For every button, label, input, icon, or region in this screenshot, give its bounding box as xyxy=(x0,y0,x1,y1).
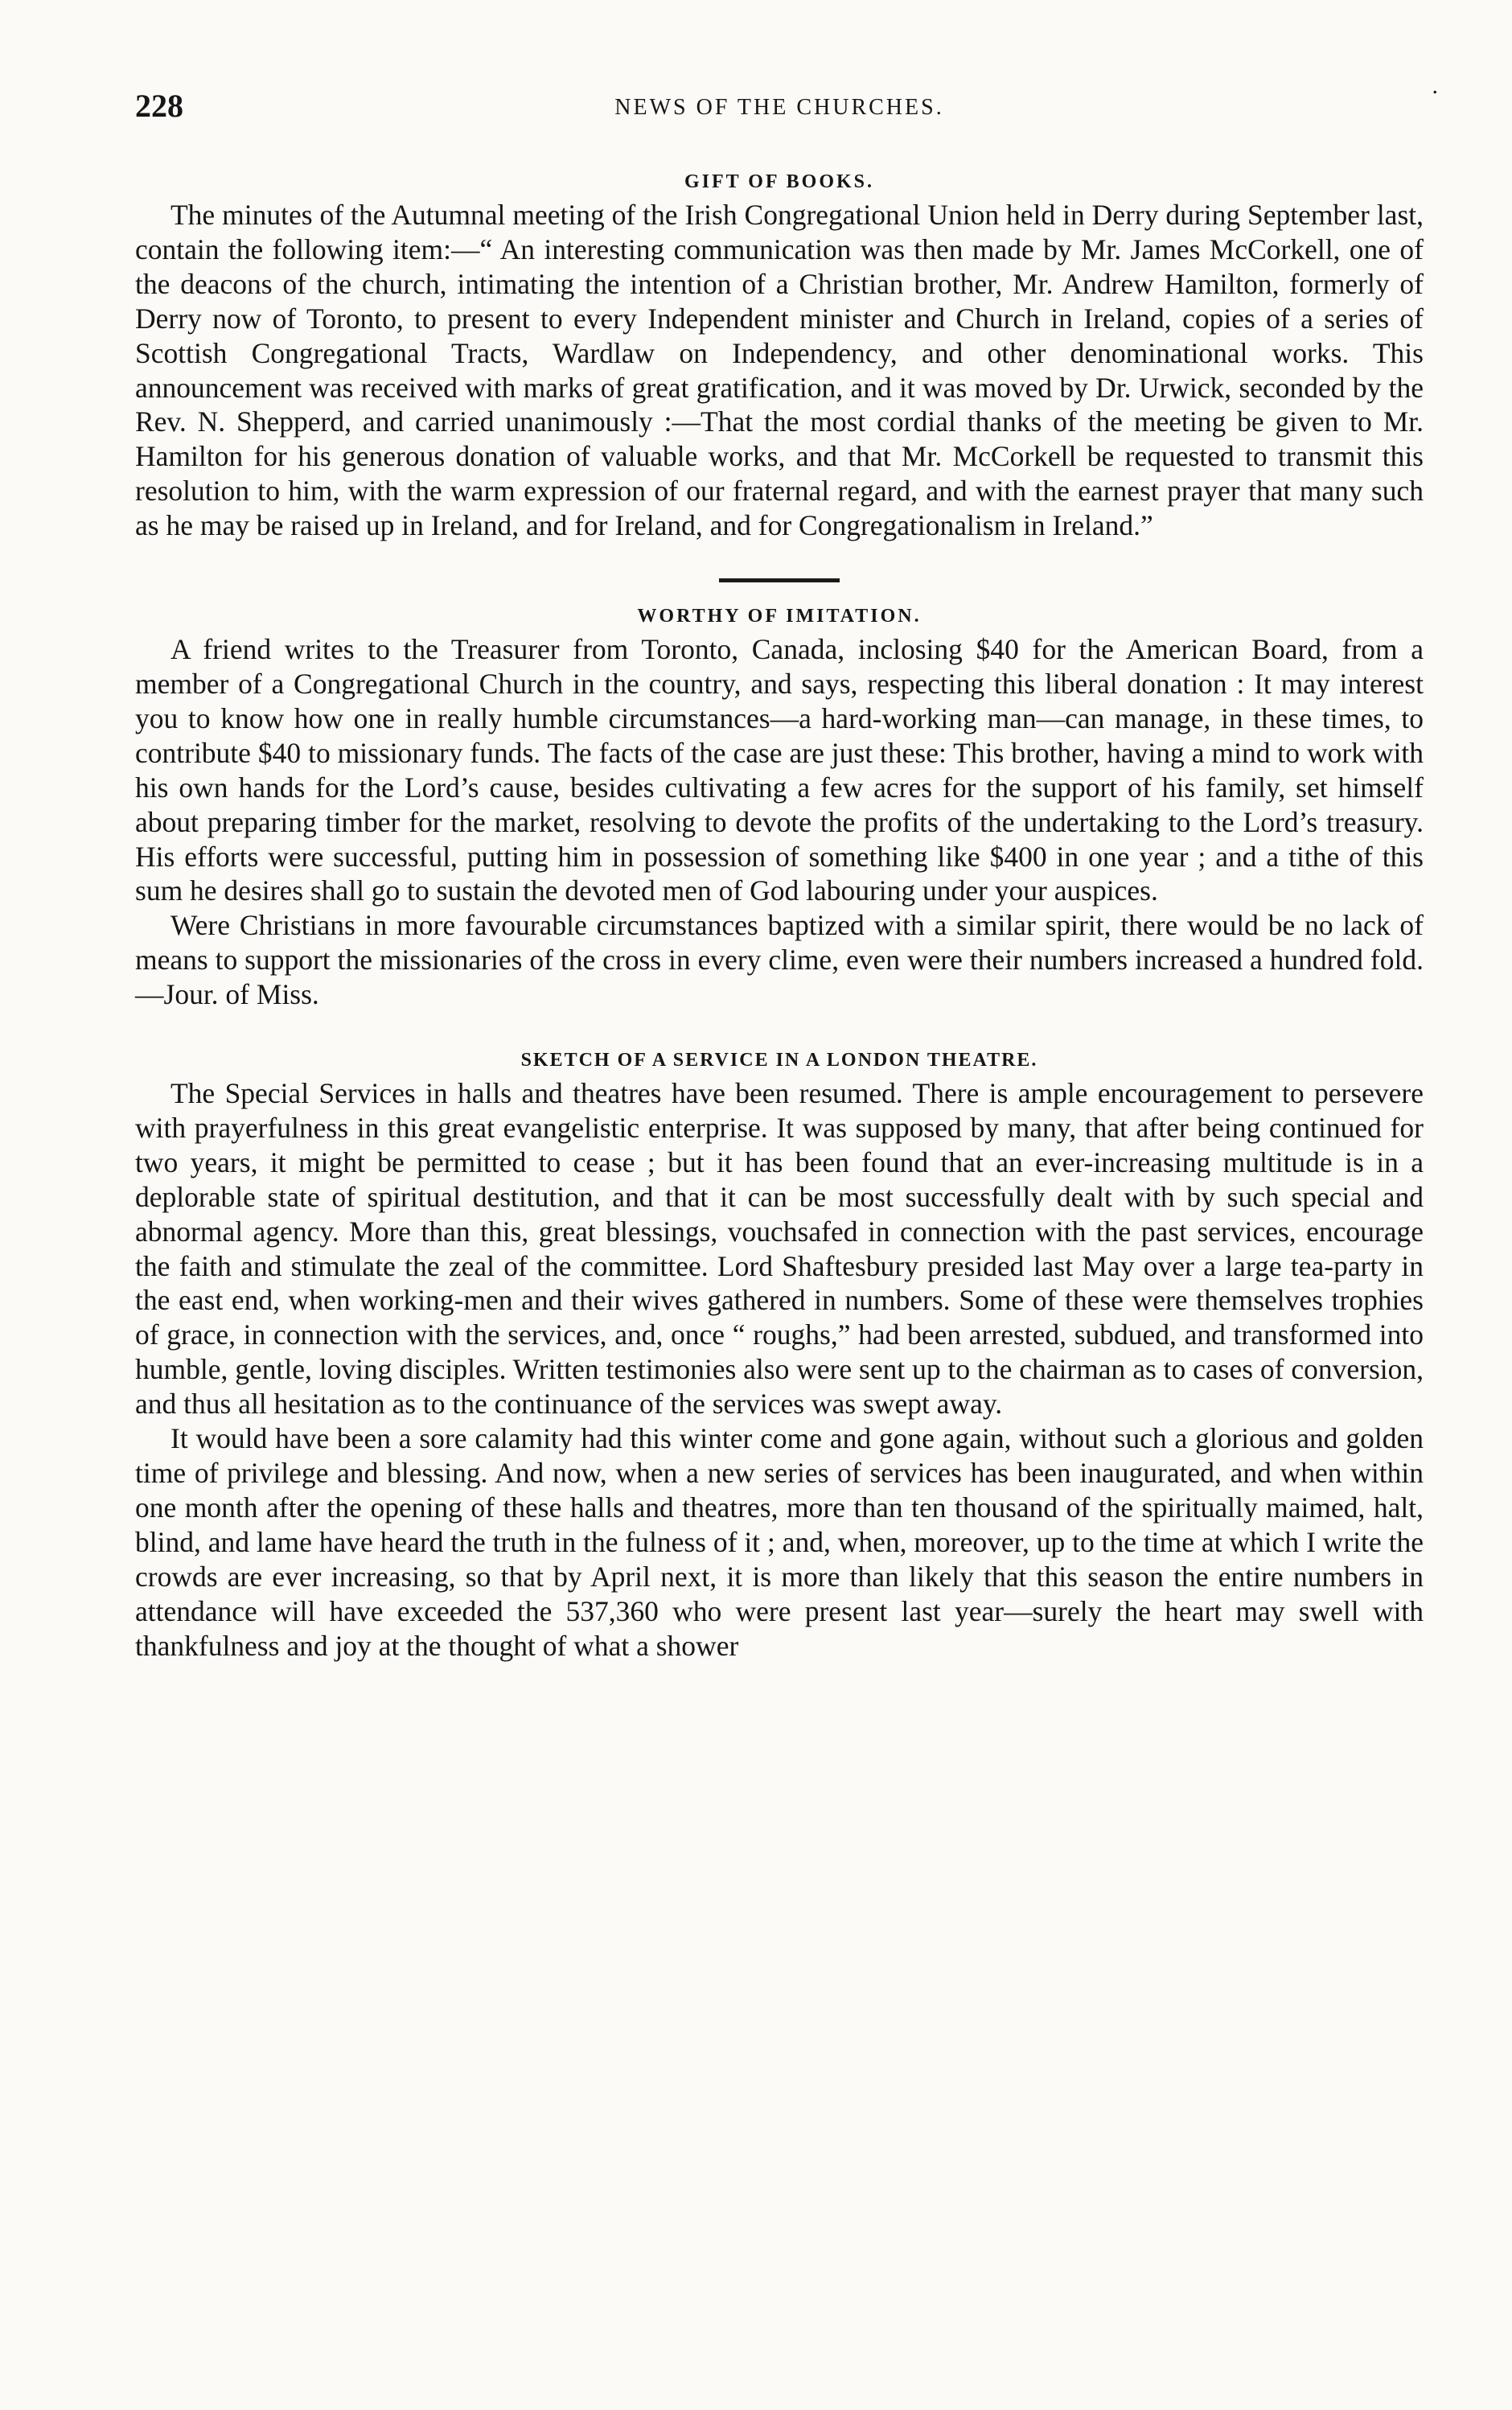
margin-dot: . xyxy=(1432,72,1438,99)
article-sketch-of-service xyxy=(135,1044,1424,1663)
running-title: NEWS OF THE CHURCHES. xyxy=(614,95,944,120)
page-number: 228 xyxy=(135,88,183,124)
paragraph: A friend writes to the Treasurer from Toronto, Canada, inclosing $40 for the American Board, from a member of a Congregational Church in the country, and says, respecting this liberal donation : It may interest you to know how one in really humble circumstances—a hard-working man—can manage, in these times, to contribute $40 to missionary funds. The facts of the case are just these: This brother, having a mind to work with his own hands for the Lord’s cause, besides cultivating a few acres for the support of his family, set himself about preparing timber for the market, resolving to devote the profits of the undertaking to the Lord’s treasury. His efforts were successful, putting him in possession of something like $400 in one year ; and a tithe of this sum he desires shall go to sustain the devoted men of God labouring under your auspices. xyxy=(135,633,1424,907)
paragraph: The minutes of the Autumnal meeting of the Irish Congregational Union held in Derry during September last, contain the following item:—“ An interesting communication was then made by Mr. James McCorkell, one of the deacons of the church, intimating the intention of a Christian brother, Mr. Andrew Hamilton, formerly of Derry now of Toronto, to present to every Independent minister and Church in Ireland, copies of a series of Scottish Congregational Tracts, Wardlaw on Independency, and other denominational works. This announcement was received with marks of great gratification, and it was moved by Dr. Urwick, seconded by the Rev. N. Shepperd, and carried unanimously :—That the most cordial thanks of the meeting be given to Mr. Hamilton for his generous donation of valuable works, and that Mr. McCorkell be requested to transmit this resolution to him, with the warm expression of our fraternal regard, and with the earnest prayer that many such as he may be raised up in Ireland, and for Ireland, and for Congregationalism in Ireland.” xyxy=(135,199,1424,542)
page-body xyxy=(135,166,1424,1663)
page-header xyxy=(135,72,1438,135)
article-gift-of-books xyxy=(135,166,1424,543)
paragraph: Were Christians in more favourable circumstances baptized with a similar spirit, there would be no lack of means to support the missionaries of the cross in every clime, even were their numbers increased a hundred fold.—Jour. of Miss. xyxy=(135,909,1424,1011)
paragraph: The Special Services in halls and theatres have been resumed. There is ample encouragement to persevere with prayerfulness in this great evangelistic enterprise. It was supposed by many, that after being continued for two years, it might be permitted to cease ; but it has been found that an ever-increasing multitude is in a deplorable state of spiritual destitution, and that it can be most successfully dealt with by such special and abnormal agency. More than this, great blessings, vouchsafed in connection with the past services, encourage the faith and stimulate the zeal of the committee. Lord Shaftesbury presided last May over a large tea-party in the east end, when working-men and their wives gathered in numbers. Some of these were themselves trophies of grace, in connection with the services, and, once “ roughs,” had been arrested, subdued, and transformed into humble, gentle, loving disciples. Written testimonies also were sent up to the chairman as to cases of conversion, and thus all hesitation as to the continuance of the services was swept away. xyxy=(135,1077,1424,1421)
section-gap xyxy=(135,1012,1424,1044)
section-divider xyxy=(719,578,840,582)
paragraph: It would have been a sore calamity had this winter come and gone again, without such a glorious and golden time of privilege and blessing. And now, when a new series of services has been inaugurated, and when within one month after the opening of these halls and theatres, more than ten thousand of the spiritually maimed, halt, blind, and lame have heard the truth in the fulness of it ; and, when, moreover, up to the time at which I write the crowds are ever increasing, so that by April next, it is more than likely that this season the entire numbers in attendance will have exceeded the 537,360 who were present last year—surely the heart may swell with thankfulness and joy at the thought of what a shower xyxy=(135,1422,1424,1662)
article-title: SKETCH OF A SERVICE IN A LONDON THEATRE. xyxy=(520,1050,1038,1071)
article-title: GIFT OF BOOKS. xyxy=(684,171,875,192)
article-worthy-of-imitation xyxy=(135,600,1424,1012)
article-title: WORTHY OF IMITATION. xyxy=(637,606,922,627)
